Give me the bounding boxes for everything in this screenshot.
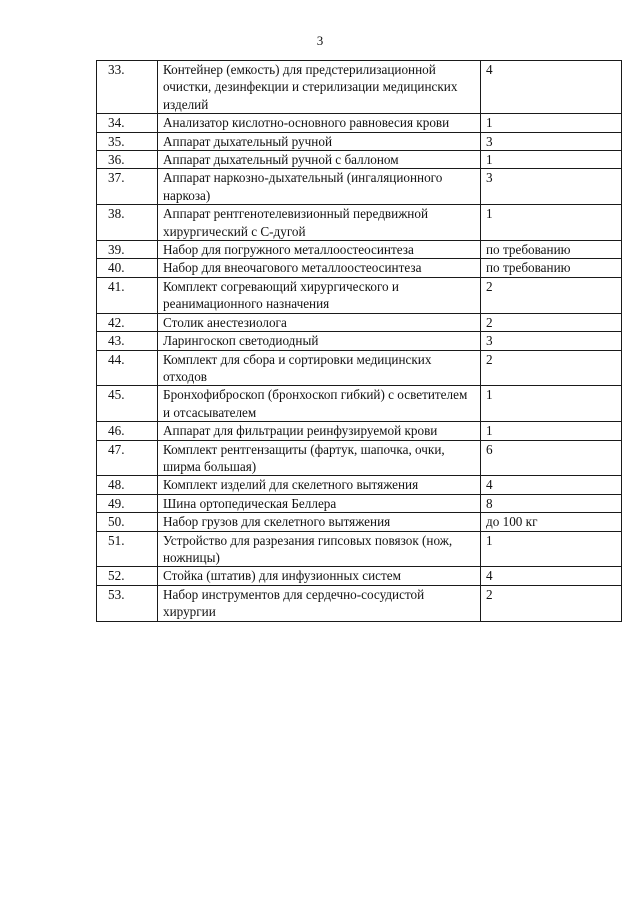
item-quantity: 1 xyxy=(481,151,622,169)
table-row xyxy=(97,241,622,259)
row-number: 38. xyxy=(97,205,158,241)
item-name: Аппарат дыхательный ручной с баллоном xyxy=(158,151,481,169)
item-name: Аппарат дыхательный ручной xyxy=(158,132,481,150)
item-quantity: 3 xyxy=(481,332,622,350)
item-name: Комплект рентгензащиты (фартук, шапочка, очки, ширма большая) xyxy=(158,440,481,476)
item-quantity: 1 xyxy=(481,386,622,422)
row-number: 49. xyxy=(97,494,158,512)
row-number: 39. xyxy=(97,241,158,259)
row-number: 44. xyxy=(97,350,158,386)
row-number: 43. xyxy=(97,332,158,350)
item-quantity: 2 xyxy=(481,313,622,331)
item-name: Устройство для разрезания гипсовых повязок (нож, ножницы) xyxy=(158,531,481,567)
table-row xyxy=(97,114,622,132)
item-quantity: 4 xyxy=(481,476,622,494)
item-name: Набор для внеочагового металлоостеосинтеза xyxy=(158,259,481,277)
table-row xyxy=(97,386,622,422)
item-quantity: 3 xyxy=(481,132,622,150)
row-number: 33. xyxy=(97,61,158,114)
item-name: Аппарат наркозно-дыхательный (ингаляционного наркоза) xyxy=(158,169,481,205)
item-name: Аппарат для фильтрации реинфузируемой крови xyxy=(158,422,481,440)
item-quantity: 2 xyxy=(481,585,622,621)
item-name: Комплект согревающий хирургического и реанимационного назначения xyxy=(158,277,481,313)
equipment-table xyxy=(96,60,622,622)
item-quantity: 1 xyxy=(481,531,622,567)
table-row xyxy=(97,585,622,621)
row-number: 46. xyxy=(97,422,158,440)
table-row xyxy=(97,259,622,277)
equipment-table-body xyxy=(97,61,622,622)
item-name: Ларингоскоп светодиодный xyxy=(158,332,481,350)
item-quantity: по требованию xyxy=(481,241,622,259)
item-quantity: по требованию xyxy=(481,259,622,277)
row-number: 47. xyxy=(97,440,158,476)
row-number: 51. xyxy=(97,531,158,567)
row-number: 48. xyxy=(97,476,158,494)
item-name: Набор инструментов для сердечно-сосудистой хирургии xyxy=(158,585,481,621)
page-number: 3 xyxy=(316,33,324,48)
table-row xyxy=(97,151,622,169)
item-name: Комплект для сбора и сортировки медицинских отходов xyxy=(158,350,481,386)
item-name: Набор грузов для скелетного вытяжения xyxy=(158,513,481,531)
table-row xyxy=(97,567,622,585)
item-quantity: 4 xyxy=(481,61,622,114)
row-number: 45. xyxy=(97,386,158,422)
item-name: Бронхофиброскоп (бронхоскоп гибкий) с осветителем и отсасывателем xyxy=(158,386,481,422)
item-name: Столик анестезиолога xyxy=(158,313,481,331)
row-number: 34. xyxy=(97,114,158,132)
table-row xyxy=(97,332,622,350)
item-quantity: 4 xyxy=(481,567,622,585)
table-row xyxy=(97,494,622,512)
row-number: 41. xyxy=(97,277,158,313)
table-row xyxy=(97,205,622,241)
item-name: Шина ортопедическая Беллера xyxy=(158,494,481,512)
table-row xyxy=(97,531,622,567)
table-row xyxy=(97,277,622,313)
table-row xyxy=(97,61,622,114)
table-row xyxy=(97,440,622,476)
item-quantity: 2 xyxy=(481,277,622,313)
row-number: 36. xyxy=(97,151,158,169)
row-number: 50. xyxy=(97,513,158,531)
item-name: Контейнер (емкость) для предстерилизационной очистки, дезинфекции и стерилизации медицинских изделий xyxy=(158,61,481,114)
row-number: 42. xyxy=(97,313,158,331)
table-row xyxy=(97,313,622,331)
item-quantity: 6 xyxy=(481,440,622,476)
item-name: Набор для погружного металлоостеосинтеза xyxy=(158,241,481,259)
table-row xyxy=(97,476,622,494)
item-quantity: до 100 кг xyxy=(481,513,622,531)
item-name: Стойка (штатив) для инфузионных систем xyxy=(158,567,481,585)
item-quantity: 1 xyxy=(481,114,622,132)
row-number: 52. xyxy=(97,567,158,585)
item-quantity: 1 xyxy=(481,205,622,241)
table-row xyxy=(97,169,622,205)
row-number: 53. xyxy=(97,585,158,621)
row-number: 35. xyxy=(97,132,158,150)
item-name: Аппарат рентгенотелевизионный передвижной хирургический с С-дугой xyxy=(158,205,481,241)
table-row xyxy=(97,132,622,150)
item-quantity: 8 xyxy=(481,494,622,512)
item-quantity: 2 xyxy=(481,350,622,386)
table-row xyxy=(97,350,622,386)
item-name: Комплект изделий для скелетного вытяжения xyxy=(158,476,481,494)
item-quantity: 1 xyxy=(481,422,622,440)
table-row xyxy=(97,422,622,440)
table-row xyxy=(97,513,622,531)
item-name: Анализатор кислотно-основного равновесия крови xyxy=(158,114,481,132)
row-number: 40. xyxy=(97,259,158,277)
item-quantity: 3 xyxy=(481,169,622,205)
row-number: 37. xyxy=(97,169,158,205)
